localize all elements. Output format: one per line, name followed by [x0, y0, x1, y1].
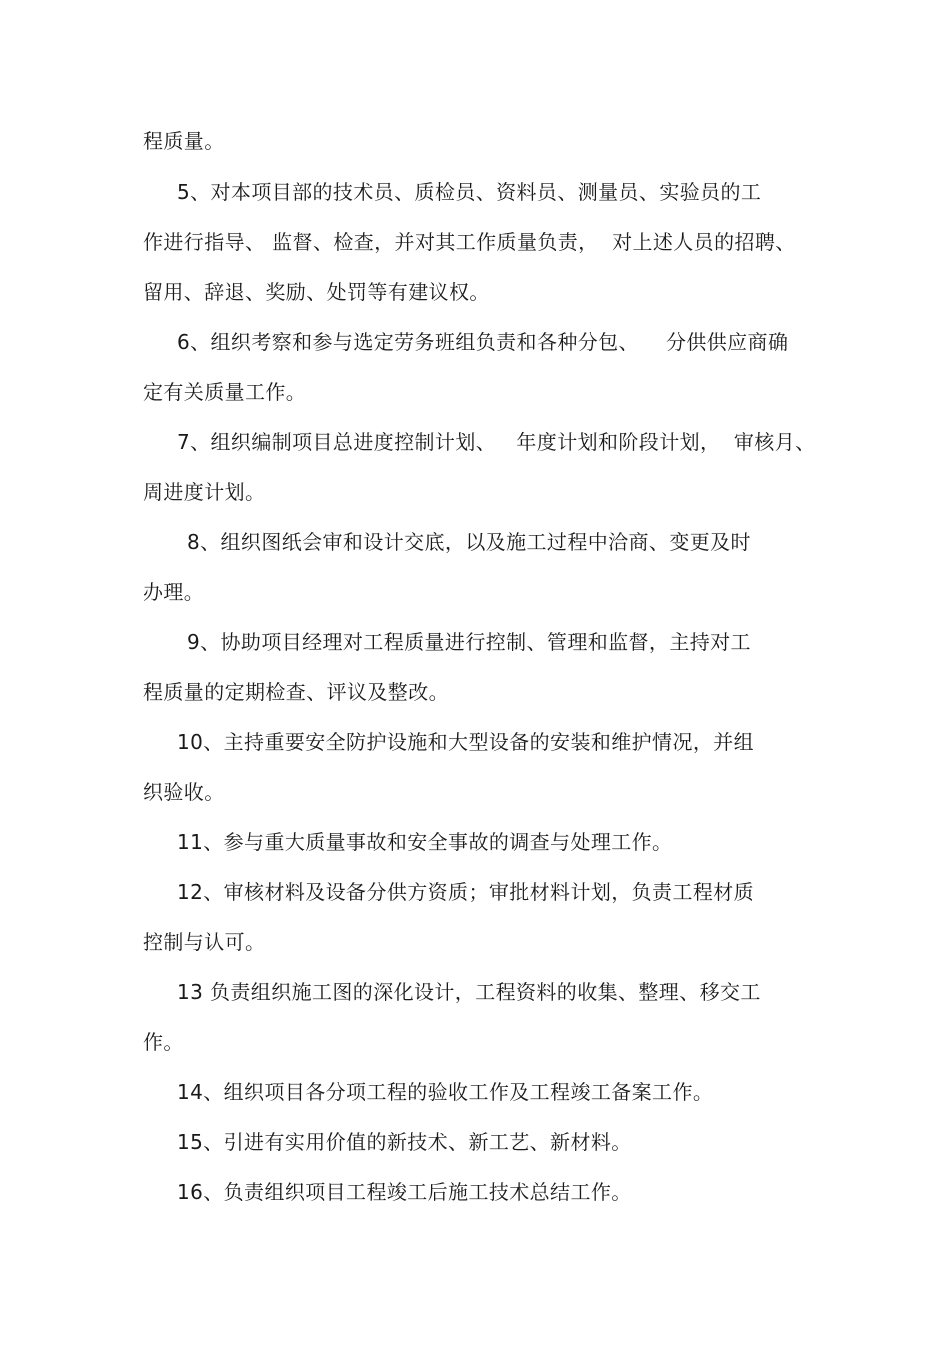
- text-line: 14、组织项目各分项工程的验收工作及工程竣工备案工作。: [177, 1080, 714, 1104]
- text-line: 周进度计划。: [143, 480, 266, 504]
- text-line: 10、主持重要安全防护设施和大型设备的安装和维护情况，并组: [177, 730, 755, 754]
- text-line: 作进行指导、 监督、检查，并对其工作质量负责， 对上述人员的招聘、: [143, 230, 796, 254]
- text-line: 15、引进有实用价值的新技术、新工艺、新材料。: [177, 1130, 632, 1154]
- text-line: 9、协助项目经理对工程质量进行控制、管理和监督，主持对工: [187, 630, 751, 654]
- text-line: 程质量。: [143, 129, 225, 153]
- text-line: 定有关质量工作。: [143, 380, 307, 404]
- text-line: 12、审核材料及设备分供方资质；审批材料计划，负责工程材质: [177, 880, 755, 904]
- text-line: 织验收。: [143, 780, 225, 804]
- text-line: 8、组织图纸会审和设计交底，以及施工过程中洽商、变更及时: [187, 530, 751, 554]
- text-line: 作。: [143, 1030, 184, 1054]
- text-line: 16、负责组织项目工程竣工后施工技术总结工作。: [177, 1180, 632, 1204]
- text-line: 11、参与重大质量事故和安全事故的调查与处理工作。: [177, 830, 673, 854]
- text-line: 控制与认可。: [143, 930, 266, 954]
- text-line: 办理。: [143, 580, 205, 604]
- text-line: 6、组织考察和参与选定劳务班组负责和各种分包、 分供供应商确: [177, 330, 789, 354]
- text-line: 13 负责组织施工图的深化设计，工程资料的收集、整理、移交工: [177, 980, 761, 1004]
- text-line: 留用、辞退、奖励、处罚等有建议权。: [143, 280, 490, 304]
- text-line: 程质量的定期检查、评议及整改。: [143, 680, 449, 704]
- text-line: 7、组织编制项目总进度控制计划、 年度计划和阶段计划， 审核月、: [177, 430, 816, 454]
- text-line: 5、对本项目部的技术员、质检员、资料员、测量员、实验员的工: [177, 180, 762, 204]
